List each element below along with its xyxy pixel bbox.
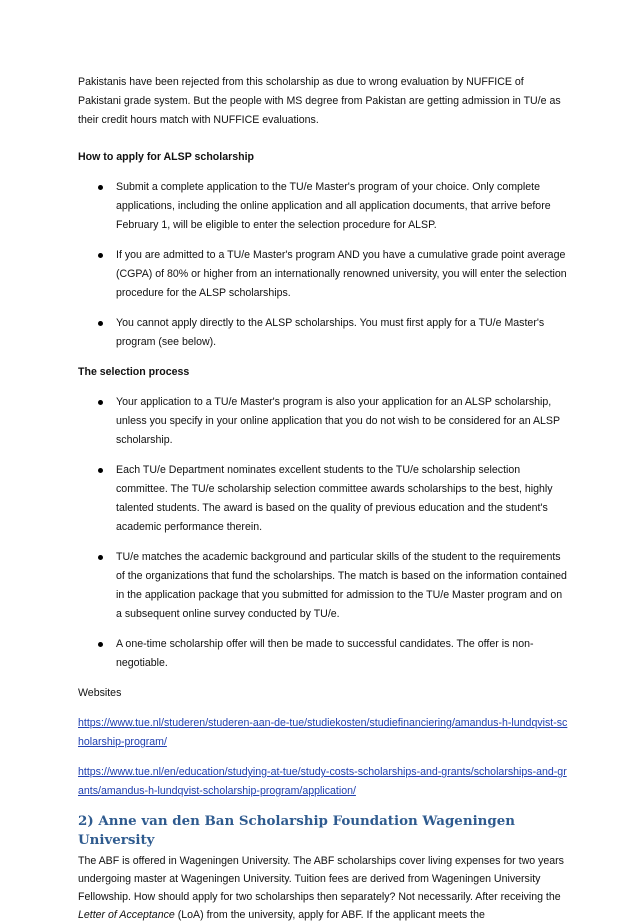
- paragraph-text-start: The ABF is offered in Wageningen University. The ABF scholarships cover living expenses for two years undergoing master at Wageningen University. Tuition fees are derived from Wageningen University Fellowship. How should apply for two scholarships then separately? Not necessarily. After receiving the: [78, 855, 564, 903]
- apply-heading: How to apply for ALSP scholarship: [78, 151, 254, 163]
- link-tue-english[interactable]: https://www.tue.nl/en/education/studying-at-tue/study-costs-scholarships-and-grants/scholarships-and-grants/amandus-h-lundqvist-scholarship-program/application/: [78, 766, 567, 797]
- bullet-icon: [98, 468, 103, 473]
- bullet-icon: [98, 555, 103, 560]
- bullet-icon: [98, 253, 103, 258]
- intro-paragraph: Pakistanis have been rejected from this scholarship as due to wrong evaluation by NUFFICE of Pakistani grade system. But the people with MS degree from Pakistan are getting admission in TU/e as their credit hours match with NUFFICE evaluations.: [78, 76, 561, 126]
- list-item: [78, 393, 568, 450]
- list-item: [78, 246, 568, 303]
- section-2-title: 2) Anne van den Ban Scholarship Foundation Wageningen University: [78, 813, 516, 848]
- list-item-text: Your application to a TU/e Master's program is also your application for an ALSP scholarship, unless you specify in your online application that you do not wish to be considered for an ALSP scholarship.: [116, 396, 560, 446]
- list-item-text: You cannot apply directly to the ALSP scholarships. You must first apply for a TU/e Master's program (see below).: [116, 317, 545, 348]
- list-item: [78, 314, 568, 352]
- section-2-paragraph: [78, 852, 568, 924]
- bullet-icon: [98, 321, 103, 326]
- list-item-text: Each TU/e Department nominates excellent students to the TU/e scholarship selection committee. The TU/e scholarship selection committee awards scholarships to the best, highly talented students. The award is based on the quality of previous education and the student's academic performance therein.: [116, 464, 553, 533]
- list-item-text: If you are admitted to a TU/e Master's program AND you have a cumulative grade point average (CGPA) of 80% or higher from an internationally renowned university, you will enter the selection procedure for the ALSP scholarships.: [116, 249, 567, 299]
- list-item: [78, 635, 568, 673]
- bullet-icon: [98, 400, 103, 405]
- list-item-text: Submit a complete application to the TU/e Master's program of your choice. Only complete applications, including the online application and all application documents, that arrive before February 1, will be eligible to enter the selection procedure for ALSP.: [116, 181, 551, 231]
- letter-of-acceptance-emphasis: Letter of Acceptance: [78, 909, 175, 921]
- selection-list: [78, 393, 568, 673]
- link-tue-dutch[interactable]: https://www.tue.nl/studeren/studeren-aan-de-tue/studiekosten/studiefinanciering/amandus-h-lundqvist-scholarship-program/: [78, 717, 568, 748]
- paragraph-text-end: (LoA) from the university, apply for ABF. If the applicant meets the: [174, 909, 485, 921]
- bullet-icon: [98, 642, 103, 647]
- bullet-icon: [98, 185, 103, 190]
- websites-label: Websites: [78, 687, 122, 699]
- selection-heading: The selection process: [78, 366, 190, 378]
- apply-list: [78, 178, 568, 352]
- list-item: [78, 178, 568, 235]
- list-item: [78, 548, 568, 624]
- list-item-text: TU/e matches the academic background and particular skills of the student to the requirements of the organizations that fund the scholarships. The match is based on the information contained in the application package that you submitted for admission to the TU/e Master program and on a subsequent online survey conducted by TU/e.: [116, 551, 567, 620]
- document-content: [78, 73, 568, 924]
- list-item: [78, 461, 568, 537]
- list-item-text: A one-time scholarship offer will then be made to successful candidates. The offer is non-negotiable.: [116, 638, 534, 669]
